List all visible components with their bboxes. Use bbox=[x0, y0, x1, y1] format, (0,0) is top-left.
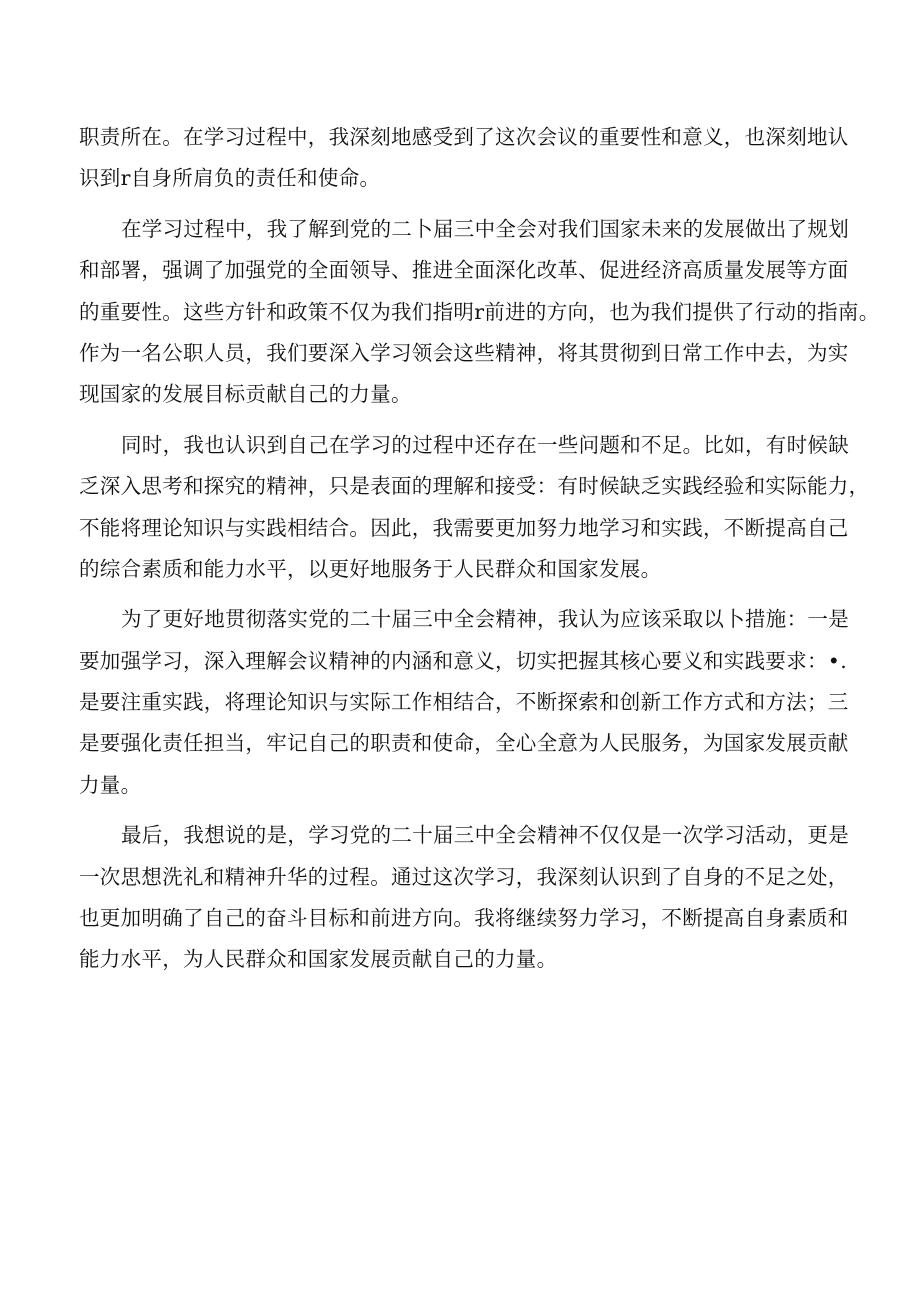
paragraph-4-line-3: 是要注重实践，将理论知识与实际工作相结合，不断探索和创新工作方式和方法；三 bbox=[79, 690, 849, 715]
paragraph-5-line-2: 一次思想洗礼和精神升华的过程。通过这次学习，我深刻认识到了自身的不足之处， bbox=[79, 864, 849, 889]
paragraph-4-line-4: 是要强化责任担当，牢记自己的职责和使命，全心全意为人民服务，为国家发展贡献 bbox=[79, 731, 849, 756]
paragraph-2-line-3: 的重要性。这些方针和政策不仅为我们指明r前进的方向，也为我们提供了行动的指南。 bbox=[79, 299, 880, 324]
paragraph-4-line-5: 力量。 bbox=[79, 772, 142, 797]
paragraph-1-line-2: 识到r自身所肩负的责任和使命。 bbox=[79, 166, 381, 191]
paragraph-gap bbox=[79, 416, 827, 425]
paragraph-5-line-3: 也更加明确了自己的奋斗目标和前进方向。我将继续努力学习，不断提高自身素质和 bbox=[79, 906, 849, 931]
paragraph-4-line-2: 要加强学习，深入理解会议精神的内涵和意义，切实把握其核心要义和实践要求：•. bbox=[79, 648, 848, 673]
document-body bbox=[79, 117, 880, 981]
paragraph-3-line-1: 同时，我也认识到自己在学习的过程中还存在一些问题和不足。比如，有时候缺 bbox=[121, 432, 849, 457]
paragraph-1-line-1: 职责所在。在学习过程中，我深刻地感受到了这次会议的重要性和意义，也深刻地认 bbox=[79, 125, 849, 149]
paragraph-3-line-2: 乏深入思考和探究的精神，只是表面的理解和接受：有时候缺乏实践经验和实际能力， bbox=[79, 474, 870, 499]
paragraph-3-line-4: 的综合素质和能力水平，以更好地服务于人民群众和国家发展。 bbox=[79, 556, 662, 581]
paragraph-gap bbox=[79, 590, 827, 599]
paragraph-2-line-4: 作为一名公职人员，我们要深入学习领会这些精神，将其贯彻到日常工作中去，为实 bbox=[79, 340, 849, 365]
paragraph-5-line-1: 最后，我想说的是，学习党的二十届三中全会精神不仅仅是一次学习活动，更是 bbox=[121, 823, 849, 848]
paragraph-5-line-4: 能力水平，为人民群众和国家发展贡献自己的力量。 bbox=[79, 947, 558, 972]
paragraph-3-line-3: 不能将理论知识与实践相结合。因此，我需要更加努力地学习和实践，不断提高自己 bbox=[79, 515, 849, 540]
paragraph-2-line-5: 现国家的发展目标贡献自己的力量。 bbox=[79, 382, 412, 407]
paragraph-gap bbox=[79, 200, 827, 209]
paragraph-2-line-2: 和部署，强调了加强党的全面领导、推进全面深化改革、促进经济高质量发展等方面 bbox=[79, 258, 849, 283]
paragraph-gap bbox=[79, 806, 827, 815]
paragraph-2-line-1: 在学习过程中，我了解到党的二卜届三中全会对我们国家未来的发展做出了规划 bbox=[121, 216, 849, 241]
paragraph-4-line-1: 为了更好地贯彻落实党的二十届三中全会精神，我认为应该采取以卜措施：一是 bbox=[121, 607, 849, 632]
